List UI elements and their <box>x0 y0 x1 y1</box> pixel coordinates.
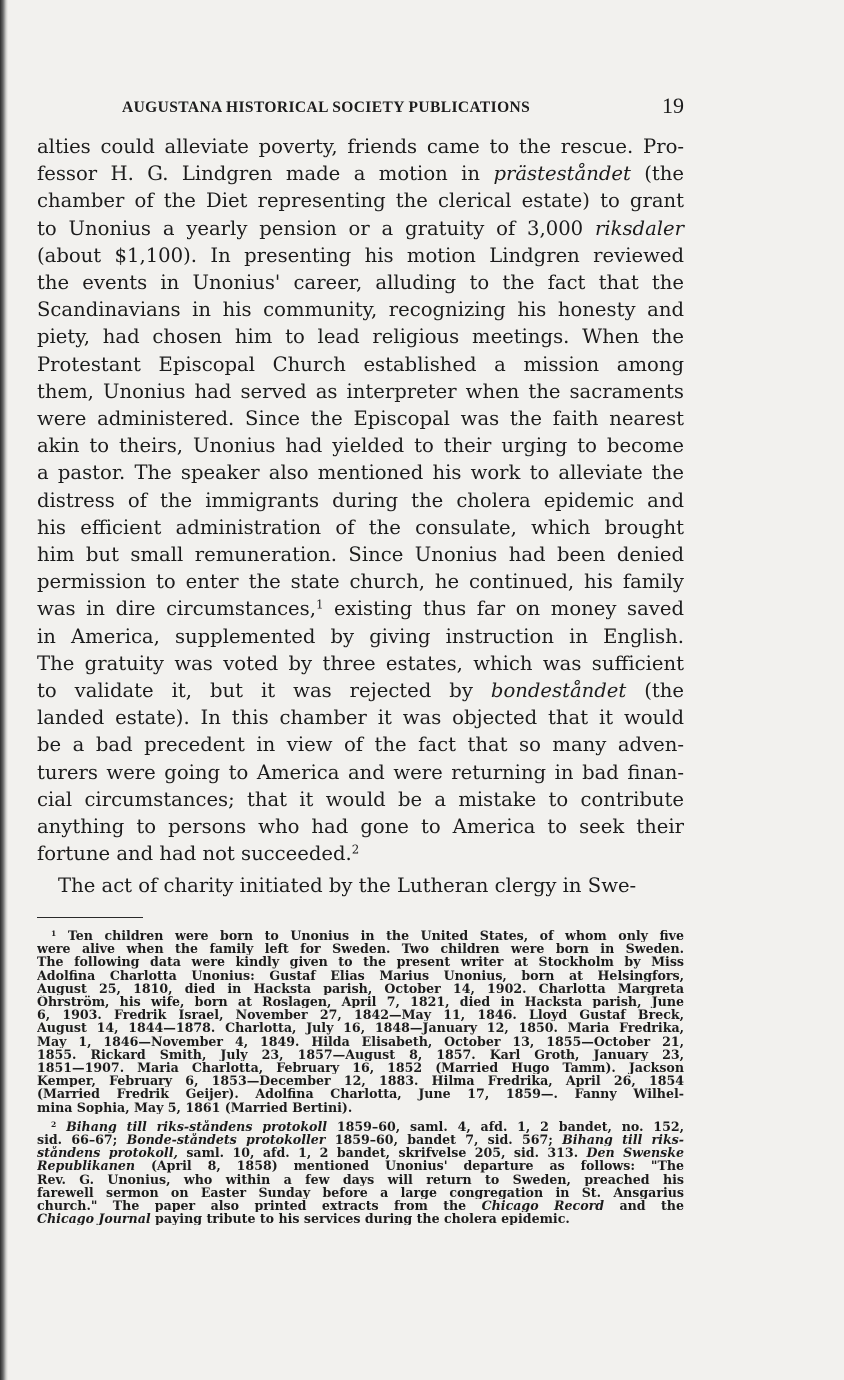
footnote-line: church." The paper also printed extracts from the Chicago Record and the <box>37 1199 684 1213</box>
body-line: turers were going to America and were returning in bad finan- <box>37 760 684 784</box>
footnote-line: Adolfina Charlotta Unonius: Gustaf Elias Marius Unonius, born at Helsingfors, <box>37 968 684 982</box>
body-line: landed estate). In this chamber it was objected that it would <box>37 706 684 730</box>
body-line: Protestant Episcopal Church established a mission among <box>37 352 684 376</box>
footnote-ref-2: 2 <box>351 842 360 857</box>
footnote-line: were alive when the family left for Sweden. Two children were born in Sweden. <box>37 942 684 956</box>
footnote-line: $^1$ Ten children were born to Unonius in the United States, of whom only five <box>51 929 684 943</box>
footnote-line: 1855. Rickard Smith, July 23, 1857—August 8, 1857. Karl Groth, January 23, <box>37 1047 684 1062</box>
footnote-line: Kemper, February 6, 1853—December 12, 1883. Hilma Fredrika, April 26, 1854 <box>37 1074 684 1088</box>
body-line: cial circumstances; that it would be a mistake to contribute <box>37 787 684 811</box>
body-line: be a bad precedent in view of the fact that so many adven- <box>37 733 684 757</box>
footnote-line: August 25, 1810, died in Hacksta parish, October 14, 1902. Charlotta Margreta <box>37 981 684 996</box>
body-line: Scandinavians in his community, recognizing his honesty and <box>37 298 684 322</box>
footnote-line: farewell sermon on Easter Sunday before a large congregation in St. Ansgarius <box>37 1185 684 1200</box>
body-line: (about $1,100). In presenting his motion Lindgren reviewed <box>37 243 684 267</box>
body-line: anything to persons who had gone to America to seek their <box>37 815 684 839</box>
body-line: The gratuity was voted by three estates, which was sufficient <box>37 651 684 675</box>
footnote-line: August 14, 1844—1878. Charlotta, July 16, 1848—January 12, 1850. Maria Fredrika, <box>37 1021 684 1035</box>
footnote-line: 6, 1903. Fredrik Israel, November 27, 1842—May 11, 1846. Lloyd Gustaf Breck, <box>37 1008 684 1022</box>
footnote-line: mina Sophia, May 5, 1861 (Married Bertini). <box>37 1100 353 1114</box>
body-text <box>37 133 684 900</box>
footnote-line: $^2$ Bihang till riks-ståndens protokoll 1859–60, saml. 4, afd. 1, 2 bandet, no. 152, <box>51 1119 684 1134</box>
footnote-2 <box>37 1120 684 1226</box>
footnote-line: (Married Fredrik Geijer). Adolfina Charlotta, June 17, 1859—. Fanny Wilhel- <box>37 1087 684 1101</box>
running-head <box>122 93 684 120</box>
footnotes <box>37 929 684 1225</box>
footnote-line: Republikanen (April 8, 1858) mentioned Unonius' departure as follows: "The <box>37 1159 684 1173</box>
page-binding-edge <box>0 0 8 1380</box>
body-line: distress of the immigrants during the cholera epidemic and <box>37 488 684 512</box>
footnote-1 <box>37 929 684 1114</box>
footnote-line: Rev. G. Unonius, who within a few days will return to Sweden, preached his <box>37 1172 684 1186</box>
body-line: to Unonius a yearly pension or a gratuity of 3,000 riksdaler <box>37 216 684 240</box>
body-line: the events in Unonius' career, alluding to the fact that the <box>37 271 684 295</box>
footnote-line: Öhrström, his wife, born at Roslagen, April 7, 1821, died in Hacksta parish, June <box>37 995 684 1009</box>
footnote-line: ståndens protokoll, saml. 10, afd. 1, 2 bandet, skrifvelse 205, sid. 313. Den Swenske <box>37 1146 684 1160</box>
body-line: was in dire circumstances,$^1$ existing thus far on money saved <box>37 597 684 621</box>
body-line: him but small remuneration. Since Unonius had been denied <box>37 543 684 567</box>
footnote-line: May 1, 1846—November 4, 1849. Hilda Elisabeth, October 13, 1855—October 21, <box>37 1034 684 1048</box>
footnote-line: Chicago Journal paying tribute to his services during the cholera epidemic. <box>37 1212 570 1226</box>
body-line: them, Unonius had served as interpreter when the sacraments <box>37 379 684 403</box>
body-line: were administered. Since the Episcopal was the faith nearest <box>37 407 684 431</box>
footnote-line: The following data were kindly given to the present writer at Stockholm by Miss <box>37 955 684 969</box>
body-line: chamber of the Diet representing the clerical estate) to grant <box>37 189 684 213</box>
body-line: in America, supplemented by giving instruction in English. <box>37 624 684 648</box>
body-line: his efficient administration of the consulate, which brought <box>37 515 684 539</box>
body-line: akin to theirs, Unonius had yielded to their urging to become <box>37 434 684 458</box>
body-line: The act of charity initiated by the Lutheran clergy in Swe- <box>58 874 637 898</box>
running-head-title: AUGUSTANA HISTORICAL SOCIETY PUBLICATIONS <box>122 99 531 116</box>
footnote-line: 1851—1907. Maria Charlotta, February 16, 1852 (Married Hugo Tamm). Jackson <box>37 1061 684 1075</box>
body-line: fortune and had not succeeded.$^2$ <box>37 842 360 866</box>
body-line: to validate it, but it was rejected by bondeståndet (the <box>37 679 684 703</box>
body-line: permission to enter the state church, he continued, his family <box>37 570 684 594</box>
body-line: a pastor. The speaker also mentioned his work to alleviate the <box>37 461 684 485</box>
footnote-rule <box>37 917 143 918</box>
body-line: piety, had chosen him to lead religious meetings. When the <box>37 325 684 349</box>
footnote-ref-1: 1 <box>315 598 324 612</box>
footnote-line: sid. 66–67; Bonde-ståndets protokoller 1859–60, bandet 7, sid. 567; Bihang till riks- <box>37 1133 684 1147</box>
body-line: alties could alleviate poverty, friends came to the rescue. Pro- <box>37 135 684 158</box>
page-number: 19 <box>662 93 684 118</box>
body-line: fessor H. G. Lindgren made a motion in prästeståndet (the <box>37 162 684 186</box>
